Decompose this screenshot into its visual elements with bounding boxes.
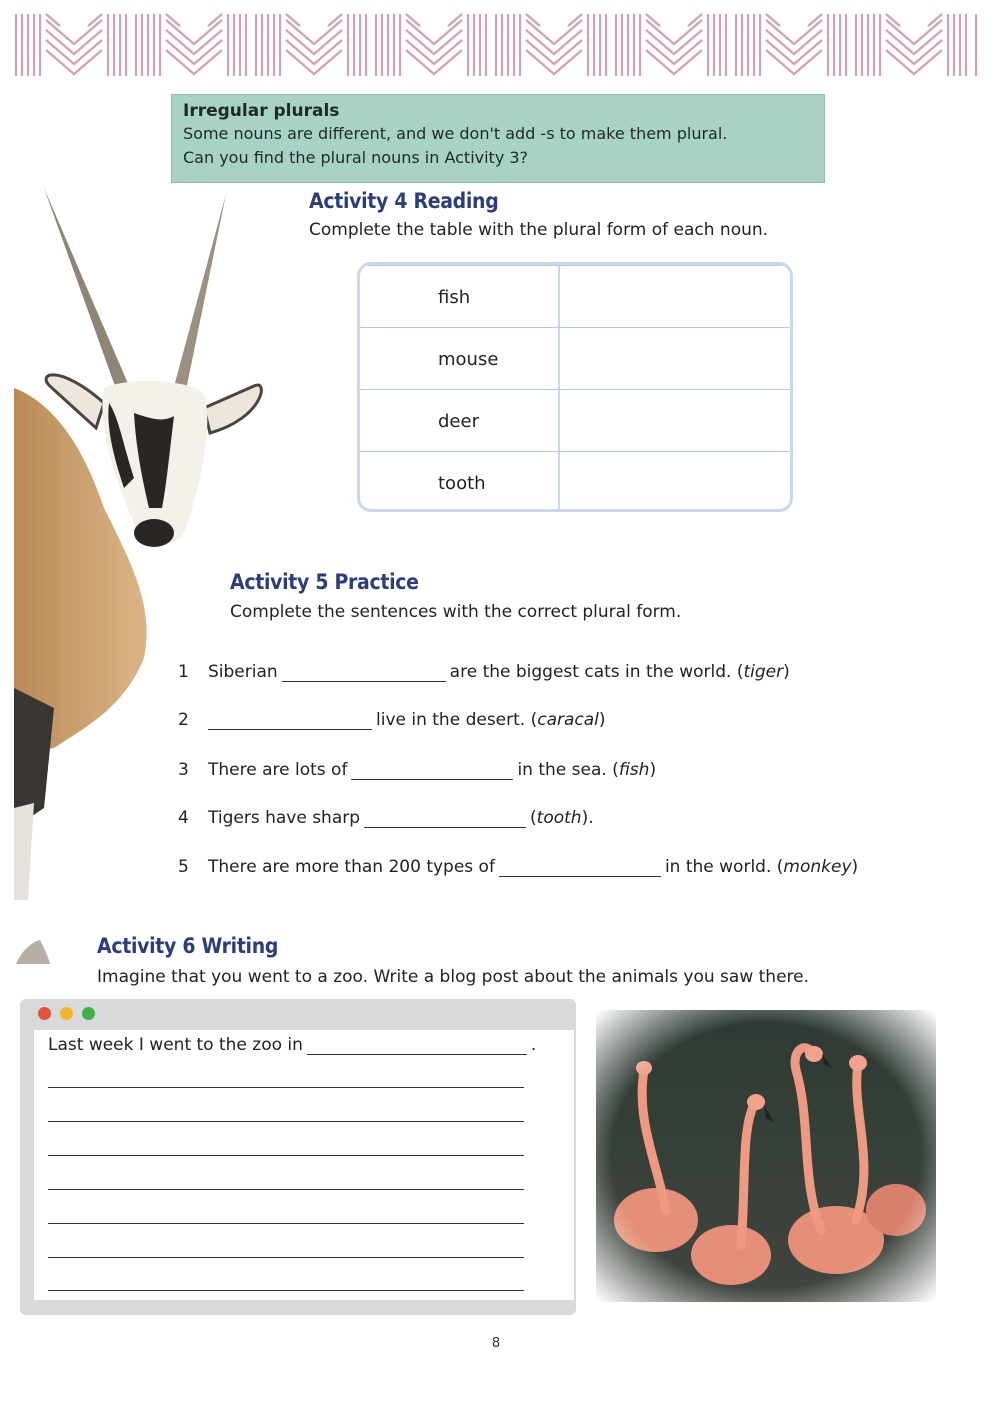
table-row — [360, 389, 790, 452]
writing-line[interactable] — [48, 1121, 524, 1122]
window-close-dot-icon — [38, 1007, 51, 1020]
sentence-text: are the biggest cats in the world. ( — [449, 662, 744, 682]
note-title: Irregular plurals — [183, 101, 340, 121]
activity5-title: Activity 5 Practice — [230, 570, 419, 594]
noun-cell: mouse — [438, 348, 499, 370]
writing-line[interactable] — [48, 1155, 524, 1156]
writing-line[interactable] — [48, 1189, 524, 1190]
sentence-3 — [178, 760, 656, 780]
activity4-instruction: Complete the table with the plural form of each noun. — [309, 220, 769, 240]
plural-table — [357, 262, 793, 512]
noun-cell: deer — [438, 410, 479, 432]
oryx-image — [14, 188, 266, 900]
blog-writing-area — [34, 1030, 574, 1300]
sentence-text: in the world. ( — [664, 857, 784, 877]
word-hint: caracal — [537, 710, 599, 730]
irregular-plurals-note — [172, 95, 824, 182]
sentence-text: in the sea. ( — [517, 760, 619, 780]
table-row — [360, 327, 790, 390]
blog-start-text: Last week I went to the zoo in — [48, 1035, 303, 1055]
flamingo-photo — [596, 1010, 936, 1302]
sentence-number: 4 — [178, 808, 189, 828]
note-line-1: Some nouns are different, and we don't add -s to make them plural. — [183, 124, 728, 143]
sentence-number: 3 — [178, 760, 189, 780]
sentence-text: Tigers have sharp — [208, 808, 361, 828]
answer-blank[interactable] — [364, 809, 526, 828]
blog-first-line — [48, 1035, 536, 1055]
sentence-1 — [178, 662, 790, 682]
noun-cell: tooth — [438, 472, 486, 494]
sentence-text: There are lots of — [208, 760, 348, 780]
sentence-number: 2 — [178, 710, 189, 730]
activity5-instruction: Complete the sentences with the correct plural form. — [230, 602, 682, 622]
sentence-text: ) — [851, 857, 859, 877]
writing-line[interactable] — [48, 1223, 524, 1224]
window-maximize-dot-icon — [82, 1007, 95, 1020]
sentence-number: 1 — [178, 662, 189, 682]
answer-blank[interactable] — [499, 858, 661, 877]
sentence-text: There are more than 200 types of — [208, 857, 495, 877]
sentence-text: live in the desert. ( — [376, 710, 538, 730]
writing-line[interactable] — [48, 1257, 524, 1258]
word-hint: fish — [618, 760, 650, 780]
table-row — [360, 451, 790, 512]
sentence-text: ( — [530, 808, 537, 828]
sentence-text: ) — [649, 760, 657, 780]
writing-line[interactable] — [48, 1087, 524, 1088]
sentence-5 — [178, 857, 858, 877]
answer-blank[interactable] — [282, 663, 446, 682]
sentence-text: ) — [783, 662, 790, 682]
word-hint: tooth — [536, 808, 582, 828]
sentence-text: ). — [581, 808, 594, 828]
activity4-title: Activity 4 Reading — [309, 189, 499, 213]
note-line-2: Can you find the plural nouns in Activity 3? — [183, 148, 529, 167]
answer-blank[interactable] — [208, 711, 372, 730]
noun-cell: fish — [438, 286, 471, 308]
decorative-pattern-banner — [14, 10, 980, 80]
sentence-text: Siberian — [208, 662, 278, 682]
sentence-number: 5 — [178, 857, 189, 877]
sentence-text: ) — [598, 710, 606, 730]
sentence-4 — [178, 808, 594, 828]
table-row — [360, 265, 790, 328]
hoof-icon — [14, 936, 52, 966]
blog-answer-blank[interactable] — [307, 1036, 527, 1055]
blog-end-text: . — [530, 1035, 537, 1055]
writing-line[interactable] — [48, 1290, 524, 1291]
answer-blank[interactable] — [351, 761, 513, 780]
activity6-title: Activity 6 Writing — [97, 934, 279, 958]
activity6-instruction: Imagine that you went to a zoo. Write a blog post about the animals you saw there. — [97, 967, 810, 987]
window-minimize-dot-icon — [60, 1007, 73, 1020]
page-number: 8 — [491, 1336, 501, 1351]
sentence-2 — [178, 710, 606, 730]
word-hint: monkey — [783, 857, 852, 877]
word-hint: tiger — [743, 662, 784, 682]
